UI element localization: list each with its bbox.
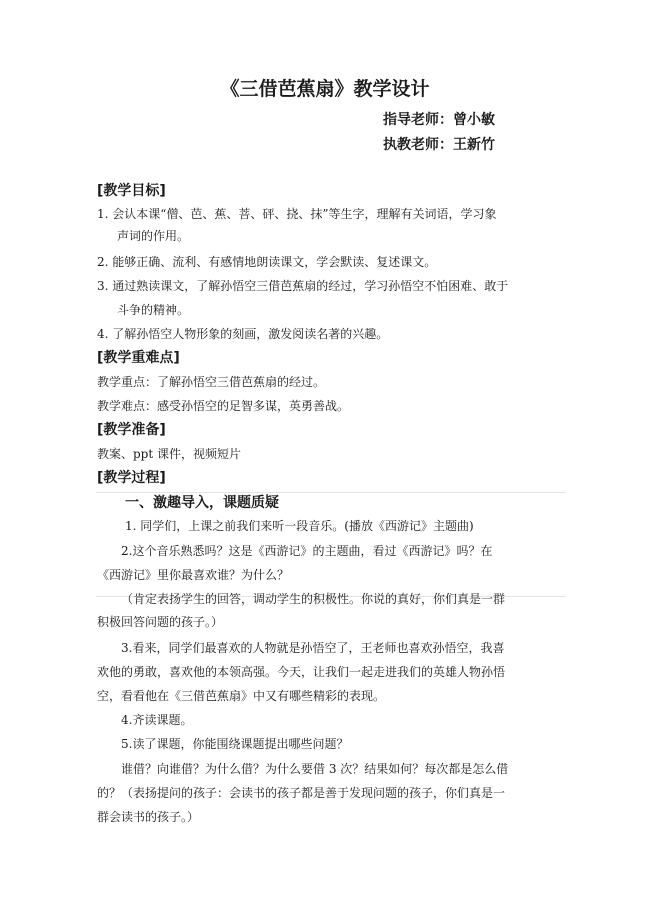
process-line-3: 《西游记》里你最喜欢谁？为什么？ <box>97 568 290 582</box>
teaching-difficulty: 教学难点：感受孙悟空的足智多谋，英勇善战。 <box>97 399 350 413</box>
process-line-12: 的？（表扬提问的孩子：会读书的孩子都是善于发现问题的孩子，你们真是一 <box>97 786 506 800</box>
process-line-6: 3.看来，同学们最喜欢的人物就是孙悟空了，王老师也喜欢孙悟空，我喜 <box>121 641 505 655</box>
process-line-10: 5.读了课题，你能围绕课题提出哪些问题？ <box>121 737 349 751</box>
advisor-line: 指导老师：曾小敏 <box>383 112 495 128</box>
process-line-9: 4.齐读课题。 <box>121 713 193 727</box>
process-line-8: 空，看看他在《三借芭蕉扇》中又有哪些精彩的表现。 <box>97 689 386 703</box>
process-line-2: 2.这个音乐熟悉吗？这是《西游记》的主题曲，看过《西游记》吗？在 <box>121 544 493 558</box>
instructor-line: 执教老师：王新竹 <box>383 137 495 153</box>
key-points-heading: [教学重难点] <box>97 350 180 366</box>
process-line-5: 积极回答问题的孩子。） <box>97 615 224 629</box>
goal-item-2: 2. 能够正确、流利、有感情地朗读课文，学会默读、复述课文。 <box>97 255 437 269</box>
process-part1-title: 一、激趣导入，课题质疑 <box>125 495 279 511</box>
goal-item-4: 4. 了解孙悟空人物形象的刻画，激发阅读名著的兴趣。 <box>97 327 389 341</box>
teaching-focus: 教学重点：了解孙悟空三借芭蕉扇的经过。 <box>97 375 326 389</box>
process-line-13: 群会读书的孩子。） <box>97 810 200 824</box>
process-line-1: 1. 同学们，上课之前我们来听一段音乐。(播放《西游记》主题曲) <box>125 519 474 533</box>
goal-item-3: 3. 通过熟读课文，了解孙悟空三借芭蕉扇的经过，学习孙悟空不怕困难、敢于 <box>97 279 509 293</box>
process-line-4: （肯定表扬学生的回答，调动学生的积极性。你说的真好，你们真是一群 <box>121 592 506 606</box>
process-line-7: 欢他的勇敢，喜欢他的本领高强。今天，让我们一起走进我们的英雄人物孙悟 <box>97 665 506 679</box>
goal-item-1-cont: 声词的作用。 <box>117 229 190 243</box>
document-title: 《三借芭蕉扇》教学设计 <box>220 78 430 100</box>
goals-heading: [教学目标] <box>97 183 166 199</box>
process-line-11: 谁借？向谁借？为什么借？为什么要借 3 次？结果如何？每次都是怎么借 <box>121 762 509 776</box>
process-heading: [教学过程] <box>97 470 166 486</box>
preparation-text: 教案、ppt 课件，视频短片 <box>97 447 242 461</box>
goal-item-3-cont: 斗争的精神。 <box>117 303 190 317</box>
goal-item-1: 1. 会认本课“僧、芭、蕉、菩、砰、挠、抹”等生字，理解有关词语，学习象 <box>97 207 497 221</box>
preparation-heading: [教学准备] <box>97 422 166 438</box>
